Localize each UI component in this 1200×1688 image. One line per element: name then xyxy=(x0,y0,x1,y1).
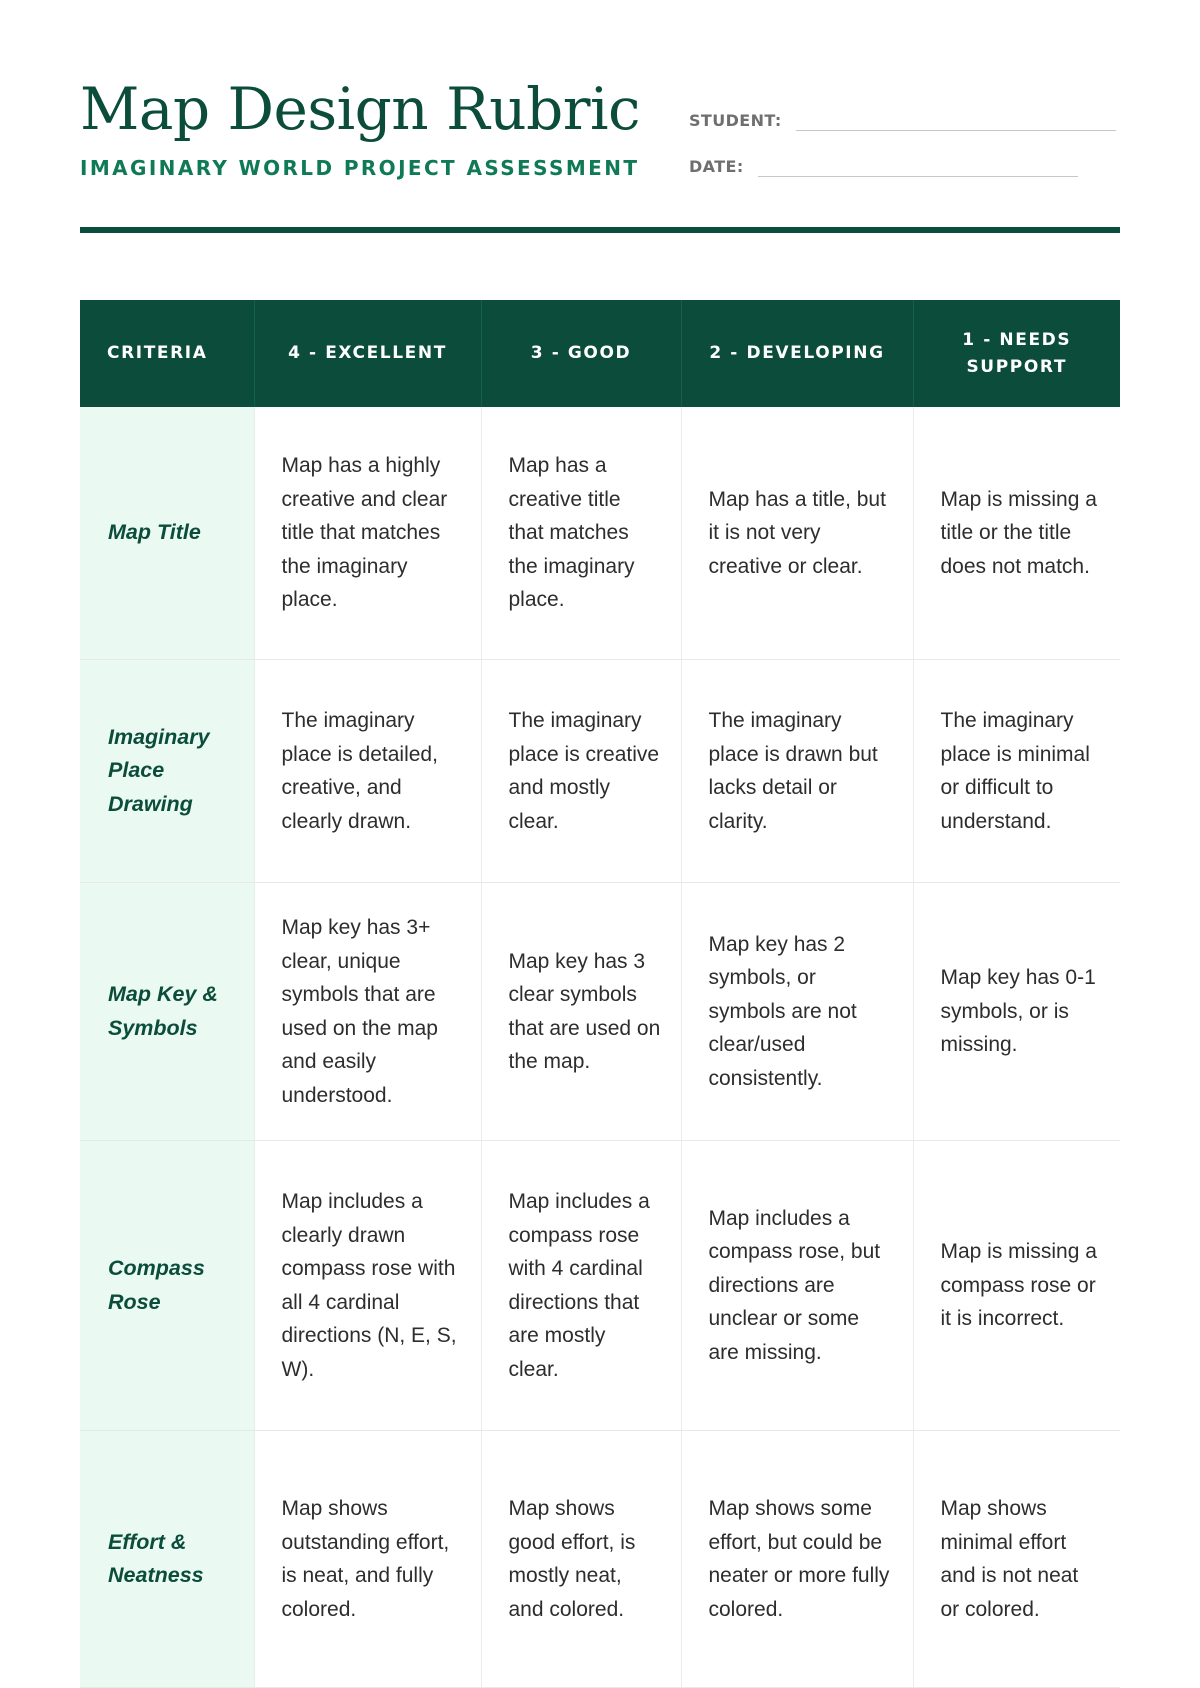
rubric-page xyxy=(80,0,1120,1621)
header xyxy=(80,75,1120,200)
good-cell: The imaginary place is creative and mostly clear. xyxy=(481,660,681,883)
needs-support-cell: The imaginary place is minimal or difficult to understand. xyxy=(913,660,1120,883)
student-input-line[interactable] xyxy=(796,110,1116,131)
needs-support-cell: Map key has 0-1 symbols, or is missing. xyxy=(913,883,1120,1141)
column-header-good: 3 - GOOD xyxy=(481,300,681,407)
date-label: DATE: xyxy=(689,157,744,176)
developing-cell: Map shows some effort, but could be neater or more fully colored. xyxy=(681,1431,913,1688)
excellent-cell: Map shows outstanding effort, is neat, and fully colored. xyxy=(254,1431,481,1688)
table-row xyxy=(80,883,1120,1141)
excellent-cell: The imaginary place is detailed, creative, and clearly drawn. xyxy=(254,660,481,883)
good-cell: Map has a creative title that matches the imaginary place. xyxy=(481,407,681,660)
header-divider xyxy=(80,227,1120,233)
developing-cell: Map includes a compass rose, but directions are unclear or some are missing. xyxy=(681,1141,913,1431)
column-header-excellent: 4 - EXCELLENT xyxy=(254,300,481,407)
table-header-row xyxy=(80,300,1120,407)
developing-cell: Map key has 2 symbols, or symbols are not clear/used consistently. xyxy=(681,883,913,1141)
excellent-cell: Map includes a clearly drawn compass rose with all 4 cardinal directions (N, E, S, W). xyxy=(254,1141,481,1431)
developing-cell: Map has a title, but it is not very creative or clear. xyxy=(681,407,913,660)
criteria-cell: Effort & Neatness xyxy=(80,1431,254,1688)
criteria-cell: Imaginary Place Drawing xyxy=(80,660,254,883)
good-cell: Map shows good effort, is mostly neat, and colored. xyxy=(481,1431,681,1688)
excellent-cell: Map key has 3+ clear, unique symbols that are used on the map and easily understood. xyxy=(254,883,481,1141)
good-cell: Map includes a compass rose with 4 cardinal directions that are mostly clear. xyxy=(481,1141,681,1431)
developing-cell: The imaginary place is drawn but lacks detail or clarity. xyxy=(681,660,913,883)
column-header-criteria: CRITERIA xyxy=(80,300,254,407)
needs-support-cell: Map shows minimal effort and is not neat or colored. xyxy=(913,1431,1120,1688)
rubric-table xyxy=(80,300,1120,1688)
needs-support-cell: Map is missing a title or the title does not match. xyxy=(913,407,1120,660)
table-row xyxy=(80,407,1120,660)
excellent-cell: Map has a highly creative and clear title that matches the imaginary place. xyxy=(254,407,481,660)
needs-support-cell: Map is missing a compass rose or it is incorrect. xyxy=(913,1141,1120,1431)
good-cell: Map key has 3 clear symbols that are used on the map. xyxy=(481,883,681,1141)
date-input-line[interactable] xyxy=(758,156,1078,177)
criteria-cell: Map Key & Symbols xyxy=(80,883,254,1141)
student-field xyxy=(689,110,1116,131)
page-title: Map Design Rubric xyxy=(80,75,641,143)
criteria-cell: Compass Rose xyxy=(80,1141,254,1431)
column-header-developing: 2 - DEVELOPING xyxy=(681,300,913,407)
criteria-cell: Map Title xyxy=(80,407,254,660)
table-row xyxy=(80,1141,1120,1431)
page-subtitle: IMAGINARY WORLD PROJECT ASSESSMENT xyxy=(80,156,640,180)
table-row xyxy=(80,660,1120,883)
column-header-needs-support: 1 - NEEDS SUPPORT xyxy=(913,300,1120,407)
student-label: STUDENT: xyxy=(689,111,782,130)
table-row xyxy=(80,1431,1120,1688)
date-field xyxy=(689,156,1078,177)
